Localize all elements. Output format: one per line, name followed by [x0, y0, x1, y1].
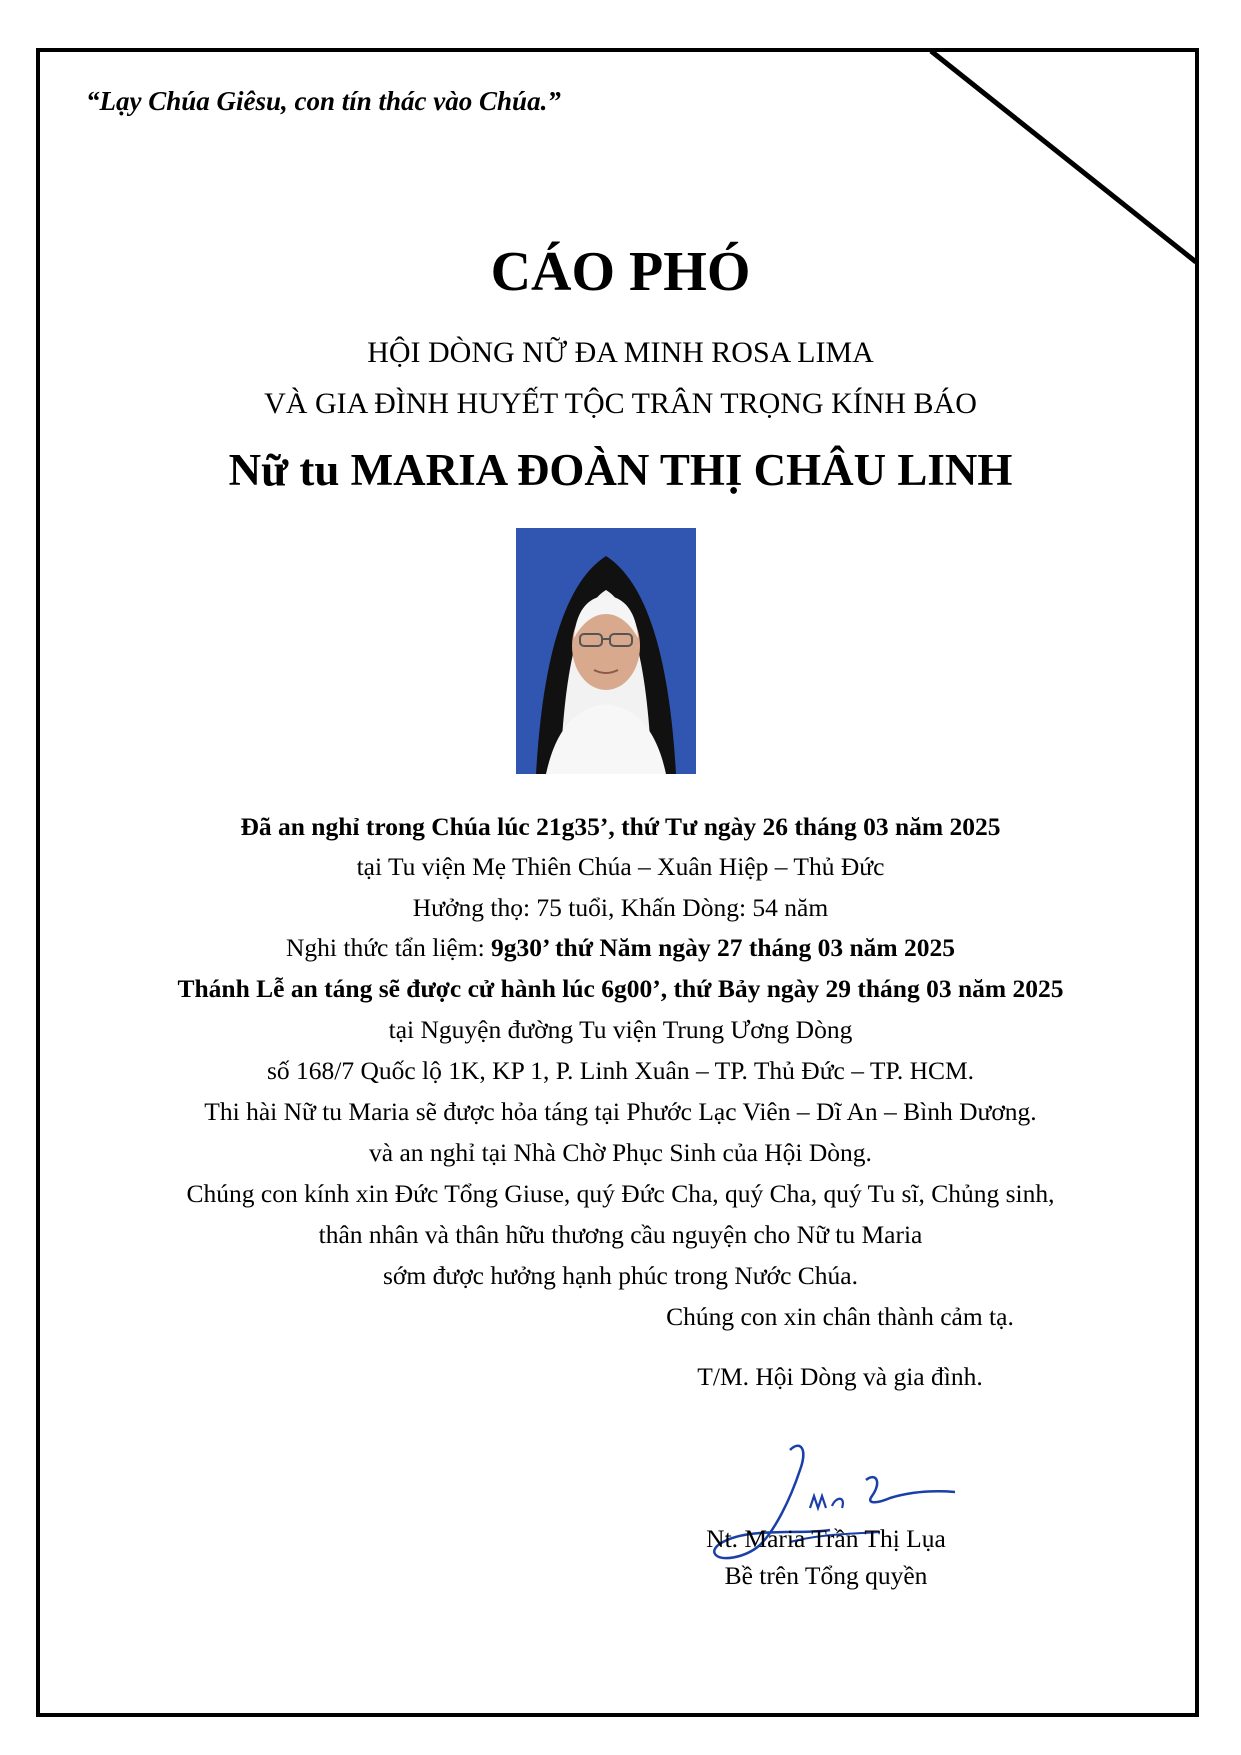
signer-title: Bề trên Tổng quyền — [724, 1561, 928, 1590]
thanks-line: Chúng con xin chân thành cảm tạ. — [666, 1302, 1014, 1331]
prayer-request-line-1: Chúng con kính xin Đức Tổng Giuse, quý Đức Cha, quý Cha, quý Tu sĩ, Chủng sinh, — [186, 1179, 1055, 1208]
funeral-mass-line: Thánh Lễ an táng sẽ được cử hành lúc 6g00’, thứ Bảy ngày 29 tháng 03 năm 2025 — [177, 974, 1064, 1003]
on-behalf-line: T/M. Hội Dòng và gia đình. — [697, 1362, 983, 1391]
prayer-request-line-3: sớm được hưởng hạnh phúc trong Nước Chúa. — [383, 1261, 858, 1290]
death-notice-line: Đã an nghỉ trong Chúa lúc 21g35’, thứ Tư ngày 26 tháng 03 năm 2025 — [240, 812, 1001, 841]
announcer-line-1: HỘI DÒNG NỮ ĐA MINH ROSA LIMA — [367, 336, 874, 369]
signer-name: Nt. Maria Trần Thị Lụa — [706, 1524, 946, 1553]
prayer-request-line-2: thân nhân và thân hữu thương cầu nguyện cho Nữ tu Maria — [318, 1220, 923, 1249]
deceased-name — [0, 444, 1241, 496]
deceased-prefix: Nữ tu — [228, 445, 340, 495]
prayer-quote: “Lạy Chúa Giêsu, con tín thác vào Chúa.” — [86, 86, 561, 116]
funeral-place-line: tại Nguyện đường Tu viện Trung Ương Dòng — [388, 1015, 853, 1044]
deceased-full-name: MARIA ĐOÀN THỊ CHÂU LINH — [350, 445, 1013, 495]
rest-line: và an nghỉ tại Nhà Chờ Phục Sinh của Hội Dòng. — [369, 1138, 872, 1167]
handwritten-signature — [690, 1430, 970, 1580]
announcer-line-2: VÀ GIA ĐÌNH HUYẾT TỘC TRÂN TRỌNG KÍNH BÁO — [264, 387, 977, 420]
death-place-line: tại Tu viện Mẹ Thiên Chúa – Xuân Hiệp – Thủ Đức — [356, 852, 885, 881]
cremation-line: Thi hài Nữ tu Maria sẽ được hỏa táng tại Phước Lạc Viên – Dĩ An – Bình Dương. — [204, 1097, 1037, 1126]
encoffin-time: 9g30’ thứ Năm ngày 27 tháng 03 năm 2025 — [491, 933, 955, 962]
encoffin-line — [0, 933, 1241, 963]
address-line: số 168/7 Quốc lộ 1K, KP 1, P. Linh Xuân – TP. Thủ Đức – TP. HCM. — [266, 1056, 975, 1085]
deceased-portrait-photo — [516, 528, 696, 774]
encoffin-label: Nghi thức tẩn liệm: — [286, 933, 485, 962]
page-title: CÁO PHÓ — [490, 241, 751, 303]
age-line: Hưởng thọ: 75 tuổi, Khấn Dòng: 54 năm — [412, 893, 829, 922]
